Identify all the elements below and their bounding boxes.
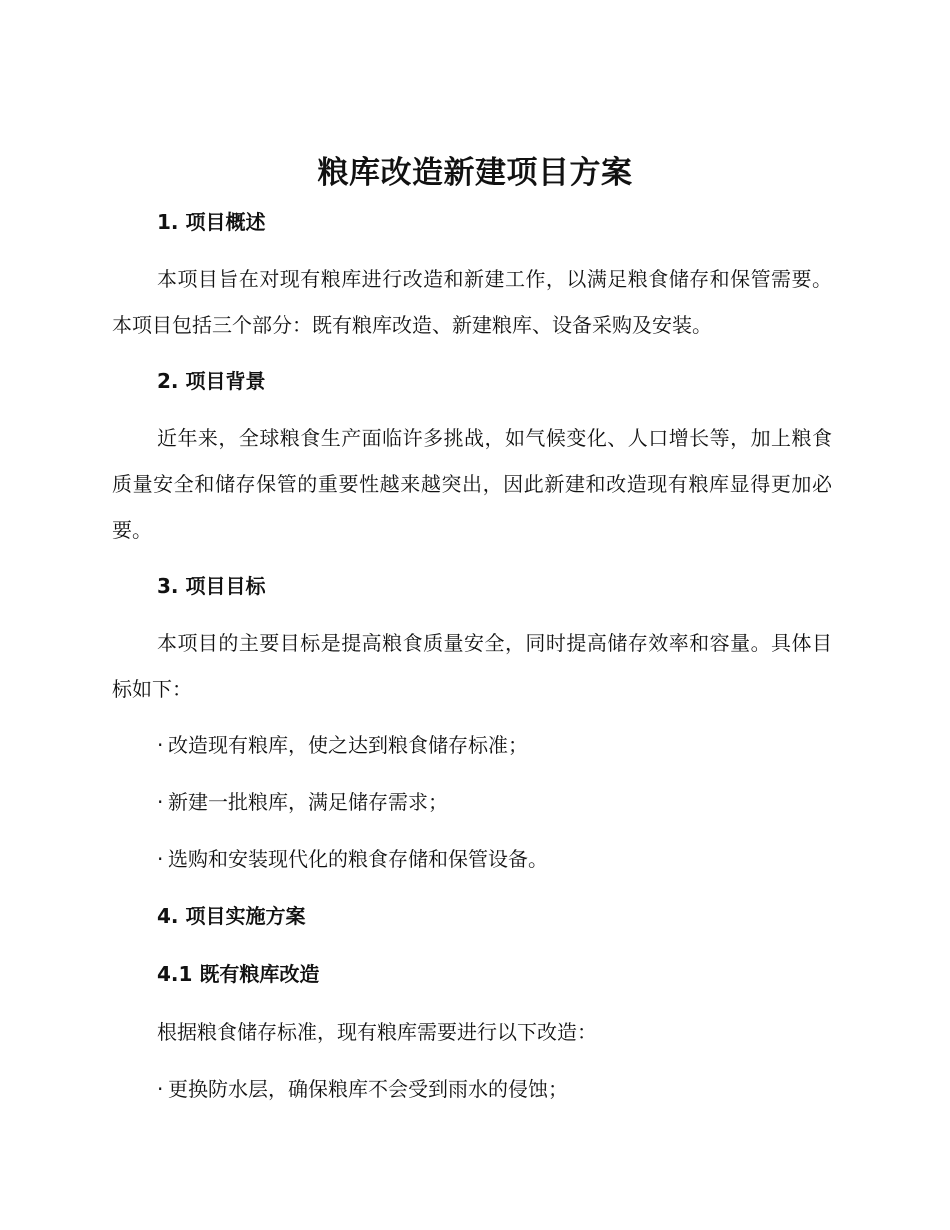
section-3-bullet-3 [157,844,548,874]
section-3-bullet-1 [157,730,528,760]
document-title: 粮库改造新建项目方案 [317,155,633,191]
section-4-1-subheading: 4.1 既有粮库改造 [157,962,320,986]
bullet-dot: · [157,1077,164,1101]
section-1-paragraph: 本项目旨在对现有粮库进行改造和新建工作，以满足粮食储存和保管需要。本项目包括三个部分：既有粮库改造、新建粮库、设备采购及安装。 [112,267,832,337]
section-3-bullet-2 [157,787,448,817]
bullet-dot: · [157,847,164,871]
bullet-dot: · [157,790,164,814]
section-4-heading: 4. 项目实施方案 [157,904,306,928]
bullet-text: 选购和安装现代化的粮食存储和保管设备。 [168,847,548,871]
section-2-paragraph: 近年来，全球粮食生产面临许多挑战，如气候变化、人口增长等，加上粮食质量安全和储存保管的重要性越来越突出，因此新建和改造现有粮库显得更加必要。 [112,426,832,542]
section-3-paragraph: 本项目的主要目标是提高粮食质量安全，同时提高储存效率和容量。具体目标如下： [112,631,832,701]
section-2-heading: 2. 项目背景 [157,369,266,393]
bullet-text: 新建一批粮库，满足储存需求； [168,790,448,814]
section-3-heading: 3. 项目目标 [157,574,266,598]
bullet-dot: · [157,733,164,757]
bullet-text: 更换防水层，确保粮库不会受到雨水的侵蚀； [168,1077,568,1101]
section-4-1-intro: 根据粮食储存标准，现有粮库需要进行以下改造： [157,1020,597,1044]
bullet-text: 改造现有粮库，使之达到粮食储存标准； [168,733,528,757]
section-1-heading: 1. 项目概述 [157,210,266,234]
section-4-1-bullet-1 [157,1074,568,1104]
